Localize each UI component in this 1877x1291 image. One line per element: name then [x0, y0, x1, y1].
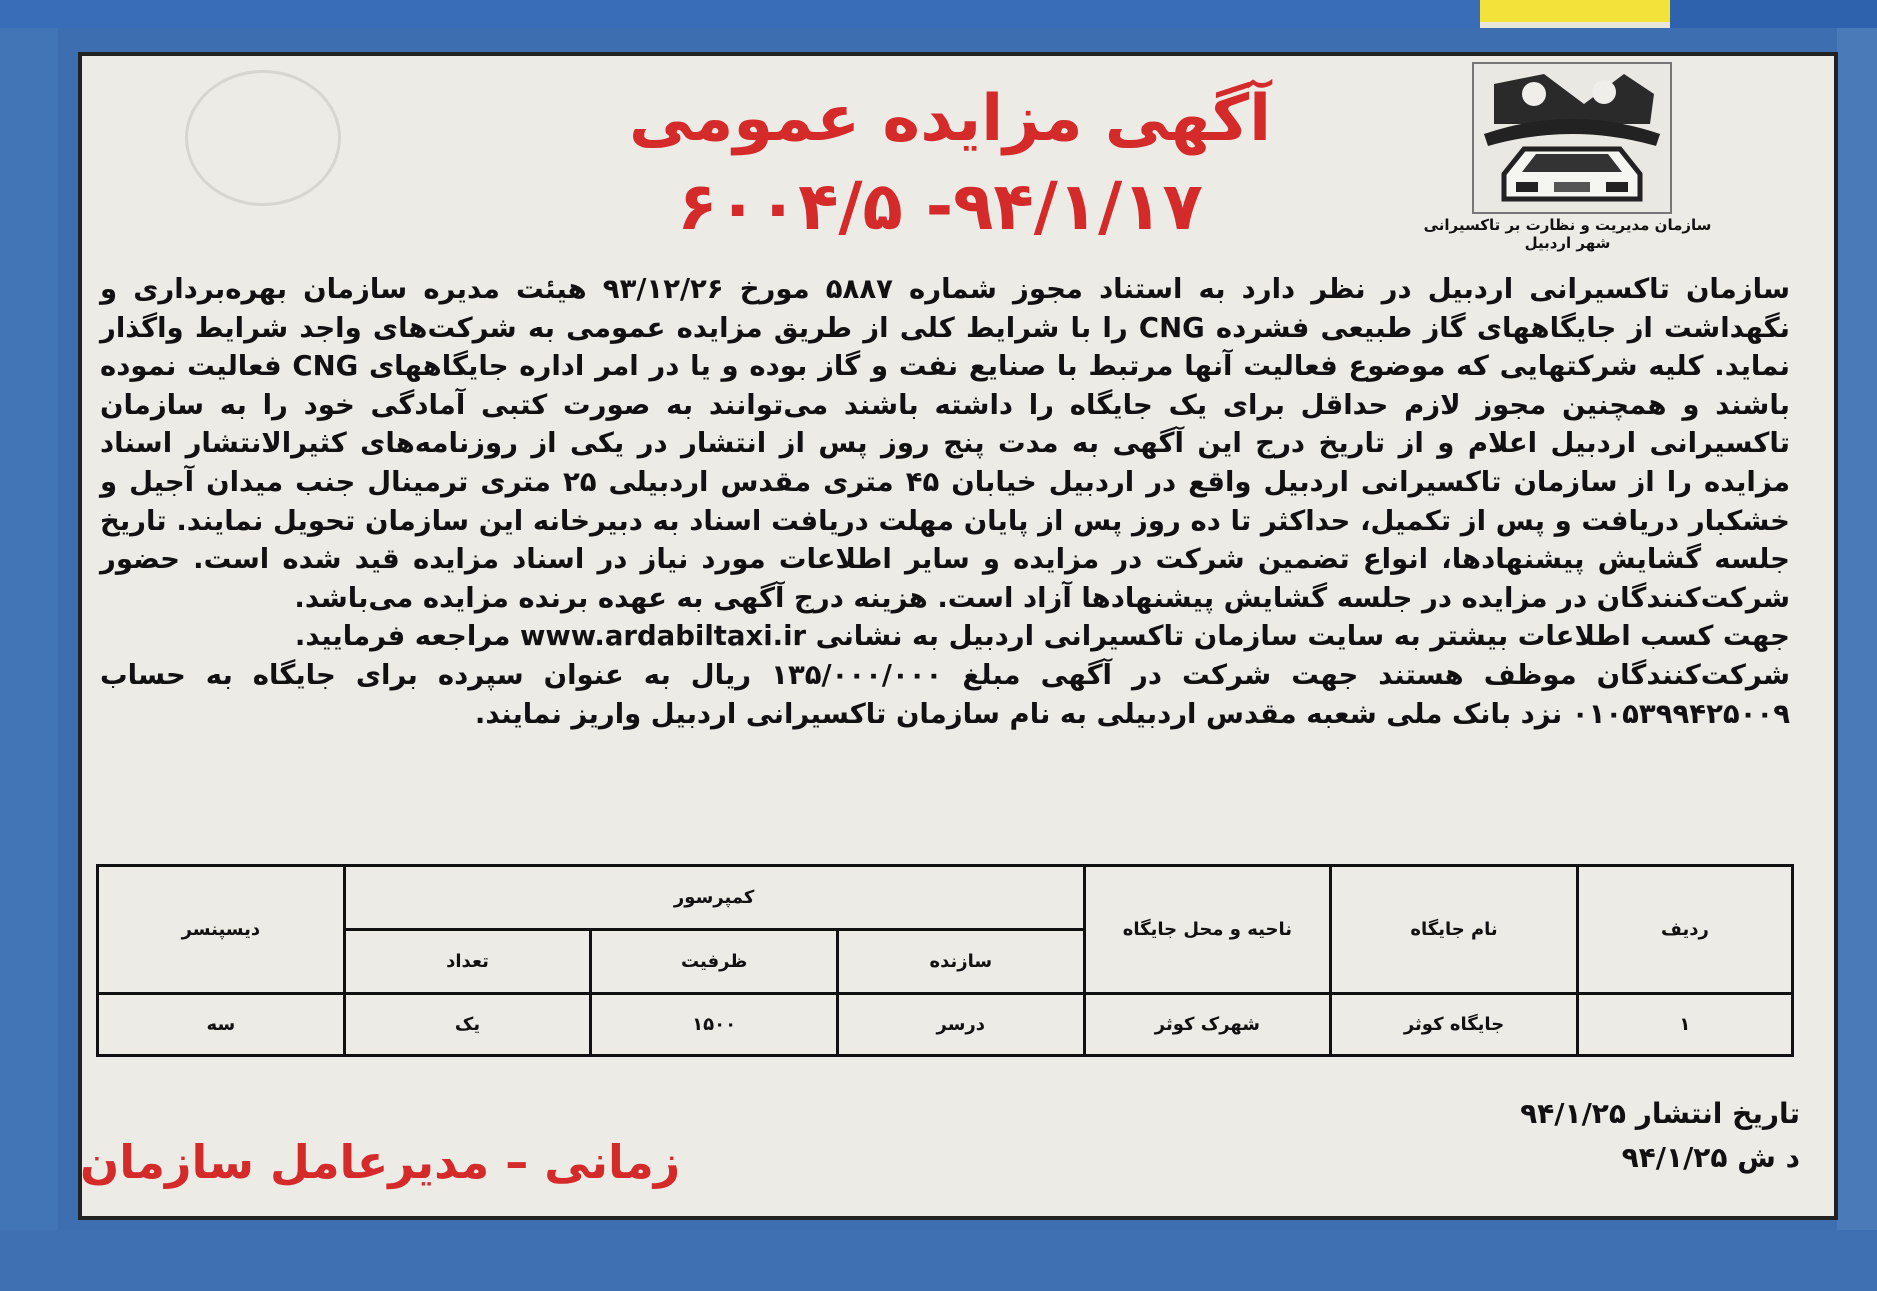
table-row — [98, 994, 1793, 1056]
website-line: جهت کسب اطلاعات بیشتر به سایت سازمان تاکسیرانی اردبیل به نشانی www.ardabiltaxi.ir مراجعه فرمایید. — [294, 620, 1790, 653]
cell-count: یک — [344, 994, 591, 1056]
deposit-line: شرکت‌کنندگان موظف هستند جهت شرکت در آگهی مبلغ ۱۳۵/۰۰۰/۰۰۰ ریال به عنوان سپرده برای جایگاه به حساب ۰۱۰۵۳۹۹۴۲۵۰۰۹ نزد بانک ملی شعبه مقدس اردبیلی به نام سازمان تاکسیرانی اردبیل واریز نمایند. — [100, 658, 1791, 730]
ds-line: د ش ۹۴/۱/۲۵ — [1621, 1141, 1800, 1174]
cell-maker: درسر — [837, 994, 1084, 1056]
station-table — [96, 864, 1794, 1057]
faded-stamp — [185, 70, 341, 206]
taxi-logo — [1472, 62, 1672, 214]
header-dispenser: دیسپنسر — [98, 866, 345, 994]
taxi-logo-icon — [1474, 64, 1670, 212]
header-capacity: ظرفیت — [591, 930, 838, 994]
header-compressor: کمپرسور — [344, 866, 1084, 930]
cell-capacity: ۱۵۰۰ — [591, 994, 838, 1056]
cell-row-no: ۱ — [1577, 994, 1792, 1056]
left-strip — [0, 28, 58, 1291]
publish-date: تاریخ انتشار ۹۴/۱/۲۵ — [1520, 1097, 1800, 1130]
header-maker: سازنده — [837, 930, 1084, 994]
table-header-row — [98, 866, 1793, 930]
cell-station-name: جایگاه کوثر — [1331, 994, 1578, 1056]
notice-number: ۶۰۰۴/۵ -۹۴/۱/۱۷ — [677, 168, 1203, 245]
top-strip — [0, 0, 1877, 28]
cell-dispenser: سه — [98, 994, 345, 1056]
org-caption: سازمان مدیریت و نظارت بر تاکسیرانی شهر اردبیل — [1423, 216, 1712, 252]
header-count: تعداد — [344, 930, 591, 994]
header-row-no: ردیف — [1577, 866, 1792, 994]
cell-district: شهرک کوثر — [1084, 994, 1331, 1056]
footer-dates — [1480, 1092, 1800, 1180]
header-station-name: نام جایگاه — [1331, 866, 1578, 994]
header-district: ناحیه و محل جایگاه — [1084, 866, 1331, 994]
body-paragraph: سازمان تاکسیرانی اردبیل در نظر دارد به استناد مجوز شماره ۵۸۸۷ مورخ ۹۳/۱۲/۲۶ هیئت مدیره سازمان بهره‌برداری و نگهداشت از جایگاههای گاز طبیعی فشرده CNG را با شرایط کلی از طریق مزایده عمومی به شرکت‌های واجد شرایط واگذار نماید. کلیه شرکتهایی که موضوع فعالیت آنها مرتبط با صنایع نفت و گاز بوده و یا در امر اداره جایگاههای CNG فعالیت نموده باشند و همچنین مجوز لازم حداقل برای یک جایگاه را داشته باشند می‌توانند به صورت کتبی آمادگی خود را به سازمان تاکسیرانی اردبیل اعلام و از تاریخ درج این آگهی به مدت پنج روز پس از انتشار در یکی از روزنامه‌های کثیرالانتشار اسناد مزایده را از سازمان تاکسیرانی اردبیل واقع در اردبیل خیابان ۴۵ متری مقدس اردبیلی ۲۵ متری ترمینال جنب میدان آجیل و خشکبار دریافت و پس از تکمیل، حداکثر تا ده روز پس از پایان مهلت دریافت اسناد به دبیرخانه این سازمان تحویل نمایند. تاریخ جلسه گشایش پیشنهادها، انواع تضمین شرکت در مزایده و سایر اطلاعات مورد نیاز در اسناد مزایده قید شده است. حضور شرکت‌کنندگان در مزایده در جلسه گشایش پیشنهادها آزاد است. هزینه درج آگهی به عهده برنده مزایده می‌باشد. — [100, 273, 1790, 614]
notice-body — [100, 270, 1790, 733]
notice-title: آگهی مزایده عمومی — [629, 82, 1271, 156]
signature: زمانی – مدیرعامل سازمان — [80, 1135, 681, 1189]
right-strip — [1837, 28, 1877, 1291]
bottom-strip — [0, 1230, 1877, 1291]
